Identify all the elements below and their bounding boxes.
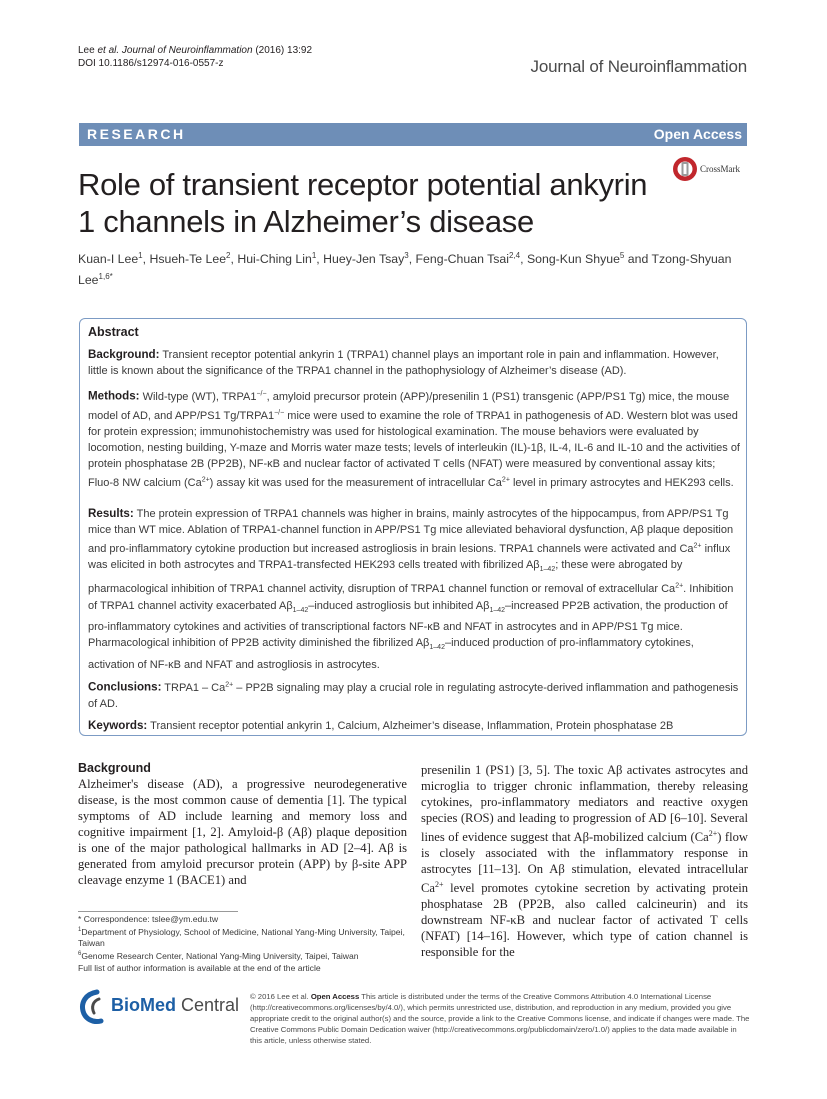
author-list: Kuan-I Lee$^1$, Hsueh-Te Lee$^2$, Hui-Ching Lin$^1$, Huey-Jen Tsay$^3$, Feng-Chuan Tsai$^{2,4}$, Song-Kun Shyue$^5$ and Tzong-Shyuan Lee$^{1,6*}$ xyxy=(78,251,732,288)
background-heading: Background xyxy=(78,761,151,775)
crossmark-icon xyxy=(672,155,698,185)
biomed-central-logo-icon xyxy=(79,989,109,1025)
license-statement xyxy=(250,991,750,1046)
citation-header xyxy=(78,44,312,70)
affiliation-6: Genome Research Center, National Yang-Ming University, Taipei, Taiwan xyxy=(81,951,359,962)
affiliation-1: Department of Physiology, School of Medicine, National Yang-Ming University, Taipei, Taiwan xyxy=(78,927,405,949)
abstract-results xyxy=(88,506,740,673)
abstract-background xyxy=(88,347,740,379)
citation-journal: et al. Journal of Neuroinflammation xyxy=(97,45,253,56)
license-text: This article is distributed under the terms of the Creative Commons Attribution 4.0 International License (http://creativecommons.org/licenses/by/4.0/), which permits unrestricted use, distribution, and reproduction in any medium, provided you give appropriate credit to the original author(s) and the source, provide a link to the Creative Commons license, and indicate if changes were made. The Creative Commons Public Domain Dedication waiver (http://creativecommons.org/publicdomain/zero/1.0/) applies to the data made available in this article, unless otherwise stated. xyxy=(250,992,750,1045)
author-name: Feng-Chuan Tsai xyxy=(415,252,509,267)
author-name: Kuan-I Lee xyxy=(78,252,139,267)
journal-name: Journal of Neuroinflammation xyxy=(530,57,747,76)
author-name: Song-Kun Shyue xyxy=(526,252,620,267)
biomed-central-logo[interactable] xyxy=(79,989,244,1029)
author-affiliation-marker: 2 xyxy=(226,251,231,260)
correspondence-email[interactable]: * Correspondence: tslee@ym.edu.tw xyxy=(78,914,219,924)
license-open-access: Open Access xyxy=(310,992,360,1001)
citation-author: Lee xyxy=(78,45,98,56)
abstract-conclusions xyxy=(88,677,740,712)
keywords-label: Keywords: xyxy=(88,719,148,732)
results-text: The protein expression of TRPA1 channels was higher in brains, mainly astrocytes of the hippocampus, from APP/PS1 Tg mice than WT mice. Ablation of TRPA1-channel function in APP/PS1 Tg mice alleviated behavioral dysfunction, Aβ plaque deposition and pro-inflammatory cytokine production but increased astrogliosis in brain lesions. TRPA1 channels were activated and $Ca^{2+}$ influx was elicited in both astrocytes and TRPA1-transfected HEK293 cells treated with fibrilized $A\beta_{1-42}$; these were abrogated by pharmacological inhibition of TRPA1 channel activity, disruption of TRPA1 channel function or removal of extracellular $Ca^{2+}$. Inhibition of TRPA1 channel activity exacerbated $A\beta_{1-42}$–induced astrogliosis but inhibited $A\beta_{1-42}$–increased PP2B activation, the production of pro-inflammatory cytokines and activities of transcriptional factors NF-κB and NFAT in astrocytes and in APP/PS1 Tg mice. Pharmacological inhibition of PP2B activity diminished the fibrilized $A\beta_{1-42}$–induced production of pro-inflammatory cytokines, activation of NF-κB and NFAT and astrogliosis in astrocytes. xyxy=(88,508,734,671)
author-affiliation-marker: 5 xyxy=(619,251,625,260)
author-affiliation-marker: 1,6* xyxy=(98,272,113,282)
license-lead: © 2016 Lee et al. xyxy=(250,992,311,1001)
body-column-left: Alzheimer's disease (AD), a progressive neurodegenerative disease, is the most common cause of dementia [1]. The typical symptoms of AD include learning and memory loss and cognitive impairment [1, 2]. Amyloid-β (Aβ) plaque deposition is one of the major pathological hallmarks in AD [2–4]. Aβ is generated from amyloid precursor protein (APP) by β-site APP cleavage enzyme 1 (BACE1) and xyxy=(78,777,407,887)
abstract-methods xyxy=(88,386,740,491)
article-type-banner xyxy=(79,123,747,146)
footnotes: * Correspondence: tslee@ym.edu.tw $^1$Department of Physiology, School of Medicine, National Yang-Ming University, Taipei, Taiwan $^6$Genome Research Center, National Yang-Ming University, Taipei, Taiwan Full list of author information is available at the end of the article xyxy=(78,914,413,974)
author-name: Huey-Jen Tsay xyxy=(323,252,405,267)
abstract-keywords xyxy=(88,718,740,734)
crossmark-badge[interactable] xyxy=(672,155,752,187)
results-label: Results: xyxy=(88,507,134,520)
doi: DOI 10.1186/s12974-016-0557-z xyxy=(78,58,224,69)
author-name: and Tzong-Shyuan Lee xyxy=(78,252,732,288)
conclusions-text: TRPA1 – $Ca^{2+} - PP2B$ signaling may play a crucial role in regulating astrocyte-derived inflammation and pathogenesis of AD. xyxy=(88,681,739,710)
logo-central: Central xyxy=(176,995,240,1015)
background-label: Background: xyxy=(88,348,160,361)
author-affiliation-marker: 1 xyxy=(311,251,317,260)
author-affiliation-marker: 1 xyxy=(138,251,143,260)
methods-text: Wild-type (WT), TRPA1−/−, amyloid precursor protein (APP)/presenilin 1 (PS1) transgenic (APP/PS1 Tg) mice, the mouse model of AD, and APP/PS1 Tg/TRPA1−/− mice were used to examine the role of TRPA1 in pathogenesis of AD. Western blot was used for protein expression; immunohistochemistry was used for histological examination. The mouse behaviors were evaluated by locomotion, nesting building, Y-maze and Morris water maze tests; levels of interleukin (IL)-1β, IL-4, IL-6 and IL-10 and the activities of protein phosphatase 2B (PP2B), NF-κB and nuclear factor of activated T cells (NFAT) were measured by conventional assay kits; Fluo-8 NW calcium $(Ca^{2+})$ assay kit was used for the measurement of intracellular $Ca^{2+}$ level in primary astrocytes and HEK293 cells. xyxy=(88,390,740,489)
article-type-label: RESEARCH xyxy=(87,126,186,142)
author-name: Hsueh-Te Lee xyxy=(149,252,227,267)
author-info-note: Full list of author information is available at the end of the article xyxy=(78,962,321,973)
author-name: Hui-Ching Lin xyxy=(237,252,312,267)
keywords-text: Transient receptor potential ankyrin 1, Calcium, Alzheimer’s disease, Inflammation, Protein phosphatase 2B xyxy=(147,720,674,732)
body-column-right: presenilin 1 (PS1) [3, 5]. The toxic Aβ activates astrocytes and microglia to trigger chronic inflammation, thereby releasing cytokines, pro-inflammatory mediators and reactive oxygen species (ROS) and leading to progression of AD [6–10]. Several lines of evidence suggest that Aβ-mobilized calcium $(Ca^{2+})$ flow is closely associated with the inflammatory response in astrocytes [11–13]. On Aβ stimulation, elevated intracellular $Ca^{2+}$ level promotes cytokine secretion by activating protein phosphatase 2B (PP2B, also called calcineurin) and its downstream NF-κB and nuclear factor of activated T cells (NFAT) [14–16]. However, which type of cation channel is responsible for the xyxy=(421,763,748,960)
open-access-label: Open Access xyxy=(653,126,742,142)
author-affiliation-marker: 3 xyxy=(404,251,409,260)
footnote-divider xyxy=(78,911,238,912)
author-affiliation-marker: 2,4 xyxy=(508,251,521,260)
abstract-heading: Abstract xyxy=(88,325,139,339)
citation-volume: (2016) 13:92 xyxy=(252,45,313,56)
methods-label: Methods: xyxy=(88,389,140,403)
conclusions-label: Conclusions: xyxy=(88,680,162,694)
crossmark-label: CrossMark xyxy=(700,164,740,174)
background-text: Transient receptor potential ankyrin 1 (TRPA1) channel plays an important role in pain and inflammation. However, little is known about the significance of the TRPA1 channel in the pathophysiology of Alzheimer’s disease (AD). xyxy=(88,349,719,378)
article-title: Role of transient receptor potential ankyrin 1 channels in Alzheimer’s disease xyxy=(78,167,648,239)
logo-biomed: BioMed xyxy=(111,995,176,1015)
